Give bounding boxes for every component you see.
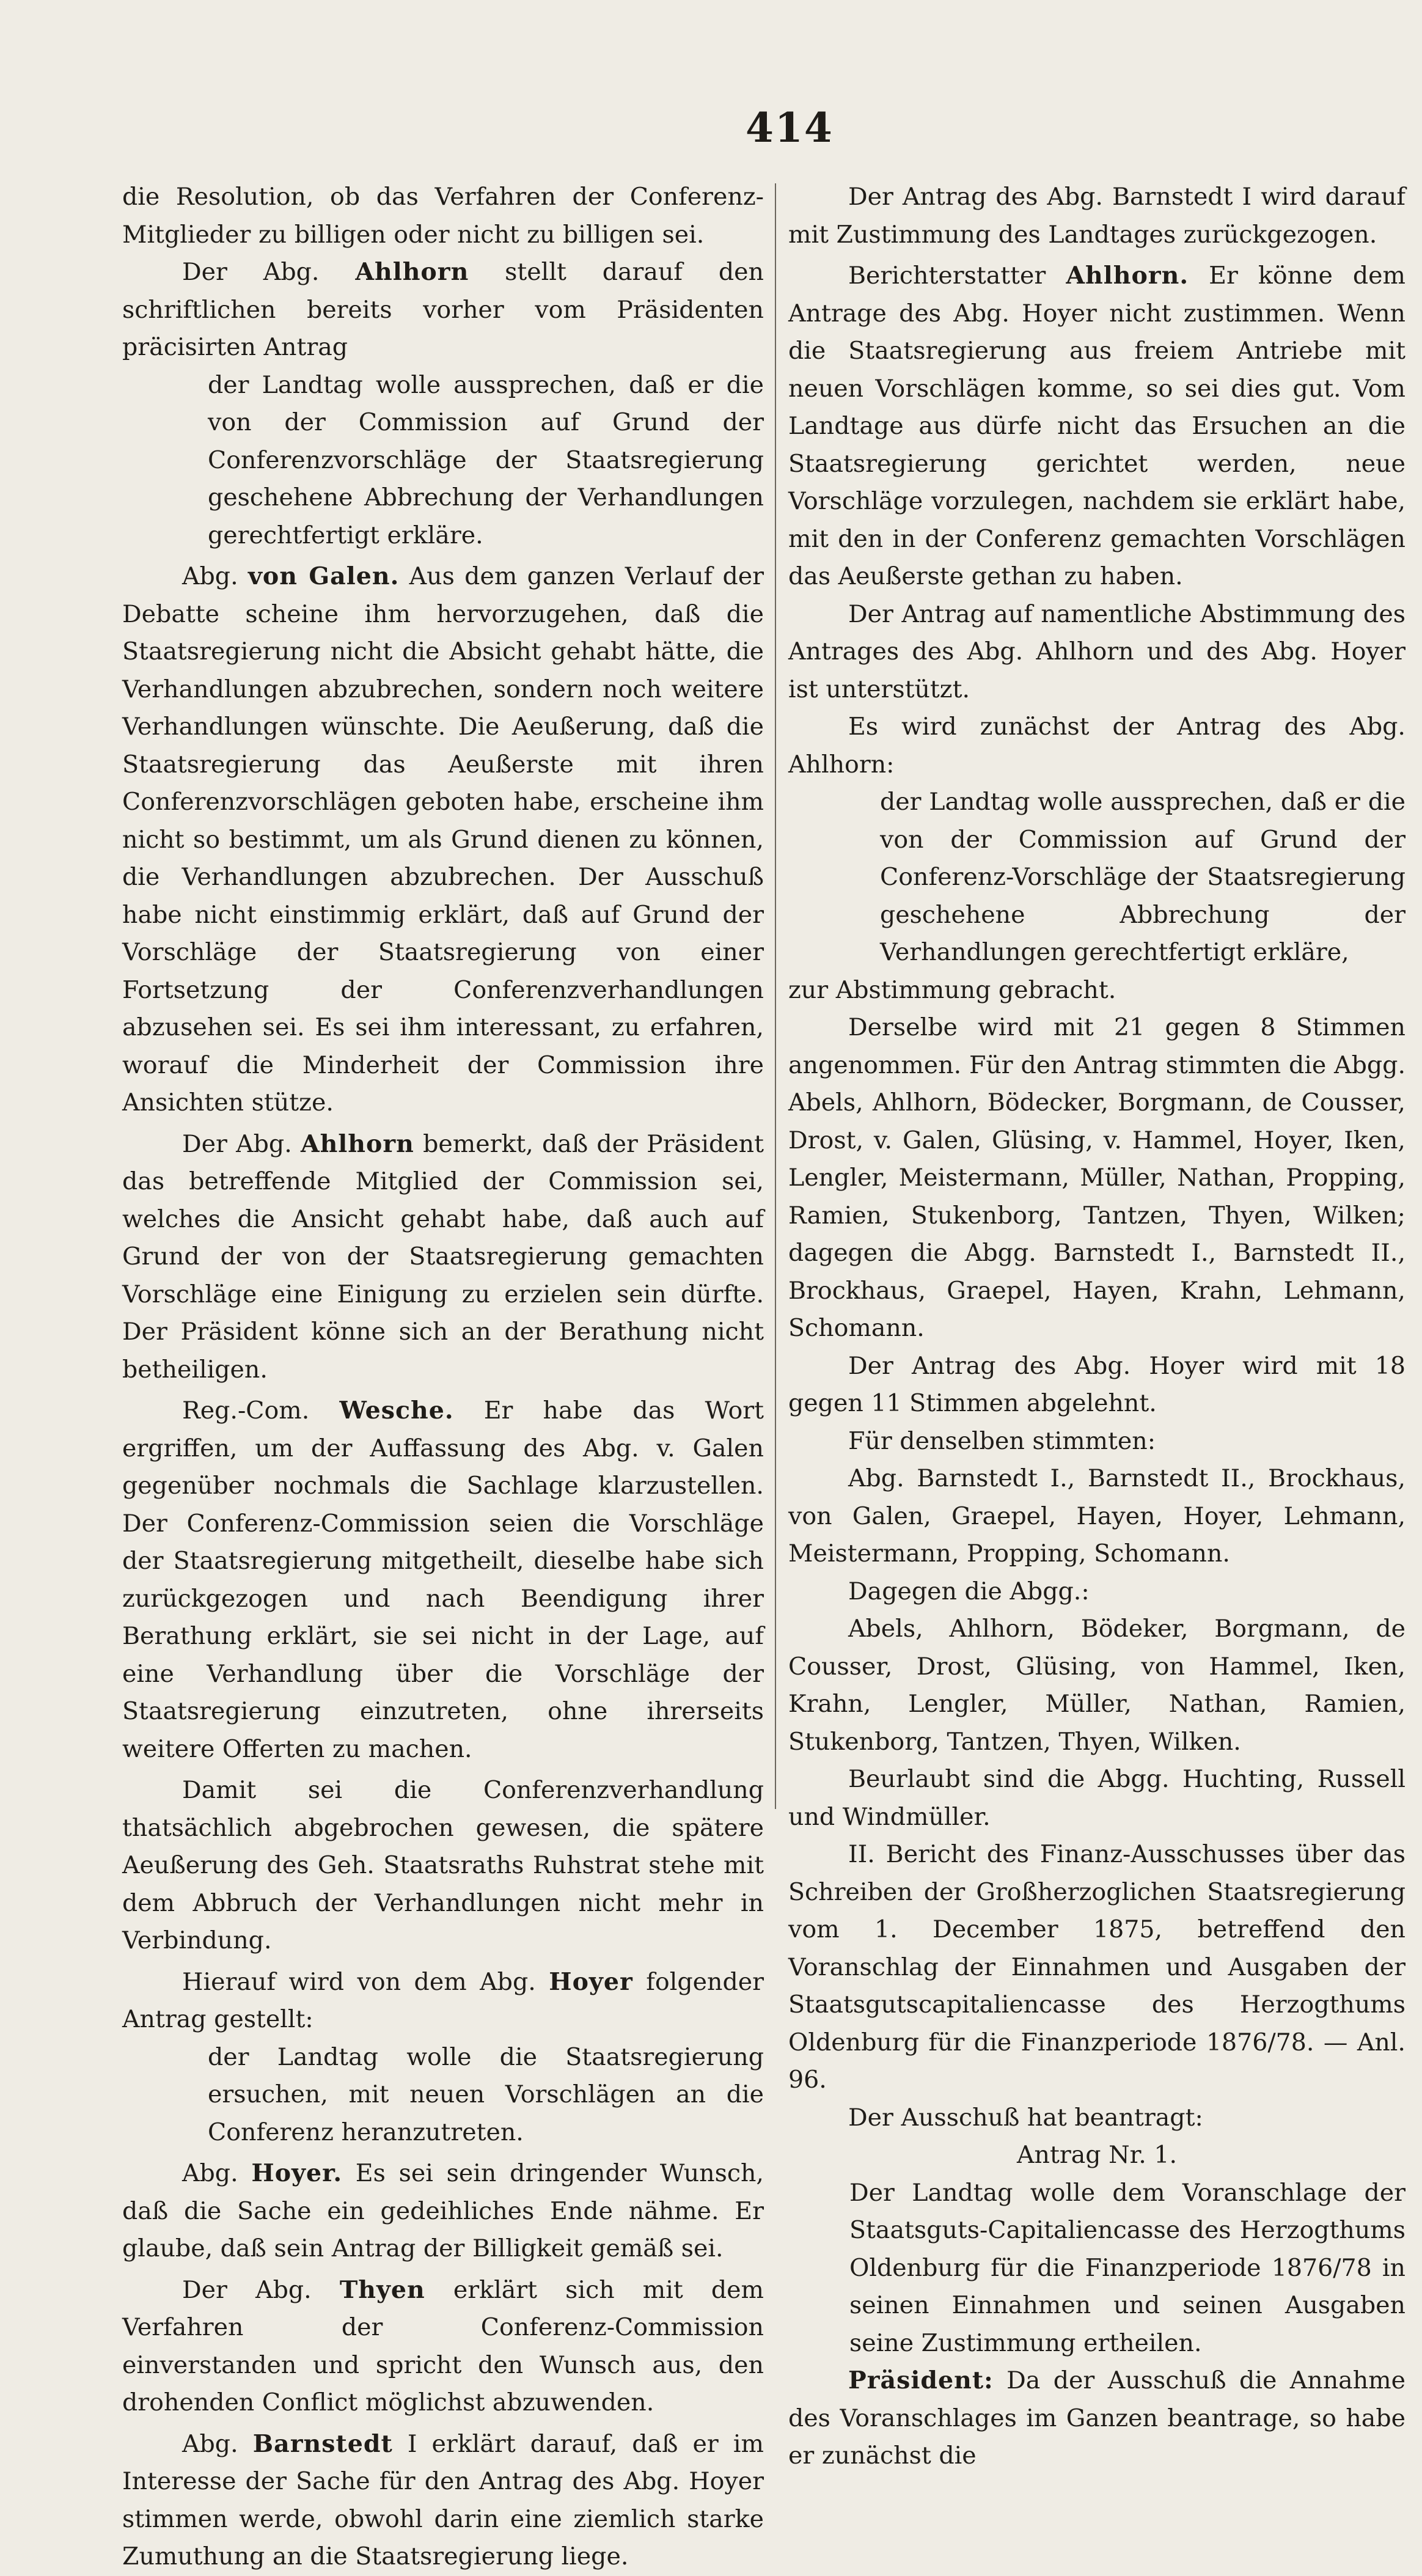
motion-number: Antrag Nr. 1. [1016, 2141, 1177, 2169]
paragraph: Damit sei die Conferenzverhandlung thatsächlich abgebrochen gewesen, die spätere Aeußerung des Geh. Staatsraths Ruhstrat stehe mit dem Abbruch der Verhandlungen nicht mehr in Verbindung. [122, 1776, 764, 1954]
paragraph: Hierauf wird von dem Abg. Hoyer folgender Antrag gestellt: [122, 1967, 764, 2033]
paragraph: Der Antrag des Abg. Barnstedt I wird darauf mit Zustimmung des Landtages zurückgezogen. [788, 183, 1406, 249]
motion-text: der Landtag wolle aussprechen, daß er die von der Commission auf Grund der Conferenz-Vorschläge der Staatsregierung geschehene Abbrechung der Verhandlungen gerechtfertigt erkläre, [880, 788, 1406, 966]
speaker-name: Barnstedt [252, 2429, 393, 2458]
motion-text: der Landtag wolle die Staatsregierung ersuchen, mit neuen Vorschlägen an die Conferenz heranzutreten. [208, 2042, 764, 2146]
page-number: 414 [746, 104, 834, 152]
vote-result: Der Antrag des Abg. Hoyer wird mit 18 gegen 11 Stimmen abgelehnt. [788, 1351, 1406, 1417]
paragraph: Abg. Hoyer. Es sei sein dringender Wunsch, daß die Sache ein gedeihliches Ende nähme. Er glaube, daß sein Antrag der Billigkeit gemäß sei. [122, 2159, 764, 2262]
paragraph: Für denselben stimmten: [848, 1426, 1156, 1455]
right-column [788, 178, 1406, 2475]
paragraph: Abg. von Galen. Aus dem ganzen Verlauf der Debatte scheine ihm hervorzugehen, daß die Staatsregierung nicht die Absicht gehabt hätte, die Verhandlungen abzubrechen, sondern noch weitere Verhandlungen wünschte. Die Aeußerung, daß die Staatsregierung das Aeußerste mit ihren Conferenzvorschlägen geboten habe, erscheine ihm nicht so bestimmt, um als Grund dienen zu können, die Verhandlungen abzubrechen. Der Ausschuß habe nicht einstimmig erklärt, daß auf Grund der Vorschläge der Staatsregierung von einer Fortsetzung der Conferenzverhandlungen abzusehen sei. Es sei ihm interessant, zu erfahren, worauf die Minderheit der Commission ihre Ansichten stütze. [122, 562, 764, 1117]
paragraph: Der Abg. Thyen erklärt sich mit dem Verfahren der Conferenz-Commission einverstanden und spricht den Wunsch aus, den drohenden Conflict möglichst abzuwenden. [122, 2275, 764, 2416]
speaker-name: Ahlhorn [355, 258, 469, 286]
column-divider [775, 183, 776, 1809]
speaker-name: Thyen [339, 2275, 425, 2304]
speaker-name: Ahlhorn [300, 1129, 414, 1158]
paragraph: Abg. Barnstedt I erklärt darauf, daß er im Interesse der Sache für den Antrag des Abg. Hoyer stimmen werde, obwohl darin eine ziemlich starke Zumuthung an die Staatsregierung liege. [122, 2429, 764, 2570]
paragraph: Reg.-Com. Wesche. Er habe das Wort ergriffen, um der Auffassung des Abg. v. Galen gegenüber nochmals die Sachlage klarzustellen. Der Conferenz-Commission seien die Vorschläge der Staatsregierung mitgetheilt, dieselbe habe sich zurückgezogen und nach Beendigung ihrer Berathung erklärt, sie sei nicht in der Lage, auf eine Verhandlung über die Vorschläge der Staatsregierung einzutreten, ohne ihrerseits weitere Offerten zu machen. [122, 1396, 764, 1763]
name-list: Abels, Ahlhorn, Bödeker, Borgmann, de Cousser, Drost, Glüsing, von Hammel, Iken, Krahn, Lengler, Müller, Nathan, Ramien, Stukenborg, Tantzen, Thyen, Wilken. [788, 1615, 1406, 1756]
speaker-name: Wesche. [339, 1396, 454, 1425]
paragraph: Der Ausschuß hat beantragt: [848, 2103, 1203, 2132]
paragraph: Der Antrag auf namentliche Abstimmung des Antrages des Abg. Ahlhorn und des Abg. Hoyer ist unterstützt. [788, 600, 1406, 703]
speaker-name: Hoyer [549, 1967, 633, 1996]
vote-result: Derselbe wird mit 21 gegen 8 Stimmen angenommen. Für den Antrag stimmten die Abgg. Abels, Ahlhorn, Bödecker, Borgmann, de Cousser, Drost, v. Galen, Glüsing, v. Hammel, Hoyer, Iken, Lengler, Meistermann, Müller, Nathan, Propping, Ramien, Stukenborg, Tantzen, Thyen, Wilken; dagegen die Abgg. Barnstedt I., Barnstedt II., Brockhaus, Graepel, Hayen, Krahn, Lehmann, Schomann. [788, 1013, 1406, 1342]
speaker-name: Präsident: [848, 2366, 994, 2394]
motion-text: der Landtag wolle aussprechen, daß er die von der Commission auf Grund der Conferenzvorschläge der Staatsregierung geschehene Abbrechung der Verhandlungen gerechtfertigt erkläre. [208, 370, 764, 549]
motion-text: Der Landtag wolle dem Voranschlage der Staatsguts-Capitaliencasse des Herzogthums Oldenburg für die Finanzperiode 1876/78 in seinen Einnahmen und seinen Ausgaben seine Zustimmung ertheilen. [849, 2178, 1406, 2357]
paragraph: die Resolution, ob das Verfahren der Conferenz-Mitglieder zu billigen oder nicht zu billigen sei. [122, 183, 764, 249]
paragraph: Dagegen die Abgg.: [848, 1577, 1090, 1605]
speaker-name: von Galen. [247, 562, 400, 590]
report-heading: II. Bericht des Finanz-Ausschusses über das Schreiben der Großherzoglichen Staatsregierung vom 1. December 1875, betreffend den Voranschlag der Einnahmen und Ausgaben der Staatsgutscapitaliencasse des Herzogthums Oldenburg für die Finanzperiode 1876/78. — Anl. 96. [788, 1840, 1406, 2094]
paragraph: Berichterstatter Ahlhorn. Er könne dem Antrage des Abg. Hoyer nicht zustimmen. Wenn die Staatsregierung aus freiem Antriebe mit neuen Vorschlägen komme, so sei dies gut. Vom Landtage aus dürfe nicht das Ersuchen an die Staatsregierung gerichtet werden, neue Vorschläge vorzulegen, nachdem sie erklärt habe, mit den in der Conferenz gemachten Vorschlägen das Aeußerste gethan zu haben. [788, 262, 1406, 590]
speaker-name: Ahlhorn. [1066, 262, 1189, 290]
paragraph: Präsident: Da der Ausschuß die Annahme des Voranschlages im Ganzen beantrage, so habe er zunächst die [788, 2366, 1406, 2470]
paragraph: zur Abstimmung gebracht. [788, 975, 1116, 1004]
paragraph: Es wird zunächst der Antrag des Abg. Ahlhorn: [788, 713, 1406, 779]
speaker-name: Hoyer. [251, 2159, 343, 2187]
paragraph: Der Abg. Ahlhorn bemerkt, daß der Präsident das betreffende Mitglied der Commission sei, welches die Ansicht gehabt habe, daß auch auf Grund der von der Staatsregierung gemachten Vorschläge eine Einigung zu erzielen sein dürfte. Der Präsident könne sich an der Berathung nicht betheiligen. [122, 1129, 764, 1384]
paragraph: Beurlaubt sind die Abgg. Huchting, Russell und Windmüller. [788, 1765, 1406, 1831]
left-column [122, 178, 764, 2576]
paragraph: Der Abg. Ahlhorn stellt darauf den schriftlichen bereits vorher vom Präsidenten präcisirten Antrag [122, 258, 764, 361]
name-list: Abg. Barnstedt I., Barnstedt II., Brockhaus, von Galen, Graepel, Hayen, Hoyer, Lehmann, Meistermann, Propping, Schomann. [788, 1464, 1406, 1568]
